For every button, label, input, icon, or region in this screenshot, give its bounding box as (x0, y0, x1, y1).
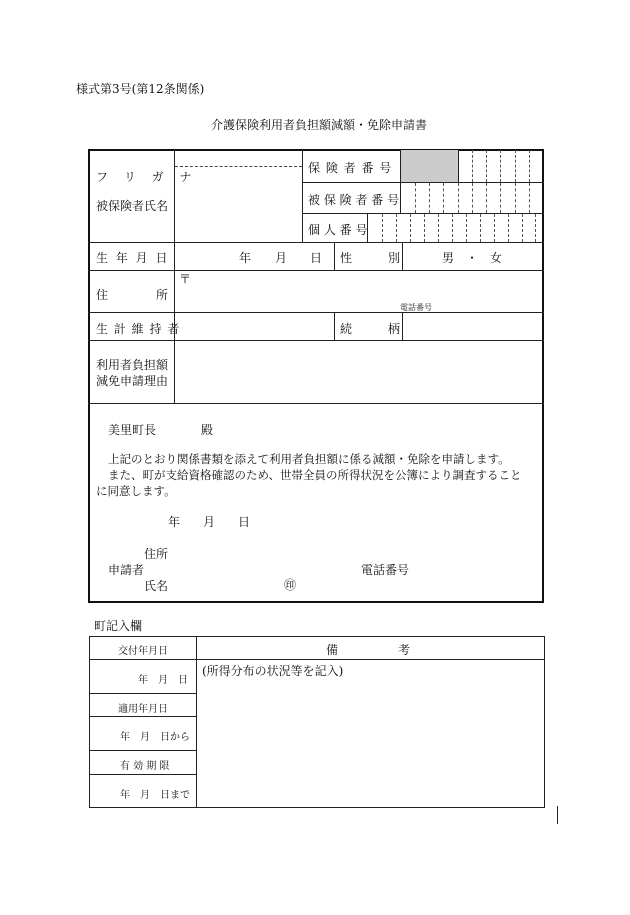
form-number: 様式第3号(第12条関係) (76, 82, 205, 96)
sex-label: 性 別 (340, 251, 401, 265)
furigana-label: フ リ ガ ナ (96, 170, 198, 184)
applicant-label: 申請者 (108, 563, 145, 577)
addressee: 美里町長 (108, 423, 157, 437)
birth-month-label: 月 (275, 251, 288, 265)
validity-label: 有 効 期 限 (120, 761, 170, 772)
birth-year-label: 年 (239, 251, 252, 265)
margin-mark (557, 806, 558, 824)
row-divider (89, 750, 196, 751)
applicant-phone-label: 電話番号 (361, 563, 410, 577)
postal-mark: 〒 (179, 272, 192, 286)
reason-label-line2: 減免申請理由 (96, 374, 169, 388)
address-phone-label: 電話番号 (400, 303, 432, 312)
declaration-line2: また、町が支給資格確認のため、世帯全員の所得状況を公簿により調査すること (108, 468, 522, 482)
applicant-name-label: 氏名 (144, 579, 169, 593)
declaration-line3: に同意します。 (96, 484, 176, 498)
birth-date-label: 生 年 月 日 (96, 251, 170, 265)
declaration-year: 年 (168, 515, 181, 529)
insured-name-label: 被保険者氏名 (96, 199, 169, 213)
validity-value: 年 月 日まで (120, 790, 190, 801)
row-divider (89, 774, 196, 775)
remarks-label: 備 考 (326, 643, 411, 657)
row-divider (89, 693, 196, 694)
seal-mark: ㊞ (284, 578, 297, 592)
personal-number-label: 個 人 番 号 (308, 223, 368, 237)
sex-options[interactable]: 男 ・ 女 (442, 251, 503, 265)
row-divider (89, 659, 545, 660)
issue-date-label: 交付年月日 (118, 646, 168, 657)
insurer-number-label: 保 険 者 番 号 (308, 161, 393, 175)
remarks-note: (所得分布の状況等を記入) (202, 664, 344, 678)
birth-day-label: 日 (310, 251, 323, 265)
applicant-address-label: 住所 (144, 547, 169, 561)
apply-date-value: 年 月 日から (120, 732, 190, 743)
address-label: 住 所 (96, 288, 169, 302)
row-divider (89, 716, 196, 717)
reason-label-line1: 利用者負担額 (96, 358, 169, 372)
householder-label: 生 計 維 持 者 (96, 322, 181, 336)
apply-date-label: 適用年月日 (118, 704, 168, 715)
relation-label: 続 柄 (340, 322, 401, 336)
declaration-month: 月 (203, 515, 216, 529)
issue-date-value: 年 月 日 (138, 675, 188, 686)
remarks-input[interactable] (198, 678, 543, 806)
insured-number-label: 被 保 険 者 番 号 (308, 193, 400, 207)
honorific: 殿 (201, 423, 214, 437)
declaration-day: 日 (238, 515, 251, 529)
form-title: 介護保険利用者負担額減額・免除申請書 (211, 118, 428, 132)
town-section-heading: 町記入欄 (94, 619, 143, 633)
declaration-line1: 上記のとおり関係書類を添えて利用者負担額に係る減額・免除を申請します。 (108, 452, 510, 466)
column-divider (196, 636, 197, 808)
